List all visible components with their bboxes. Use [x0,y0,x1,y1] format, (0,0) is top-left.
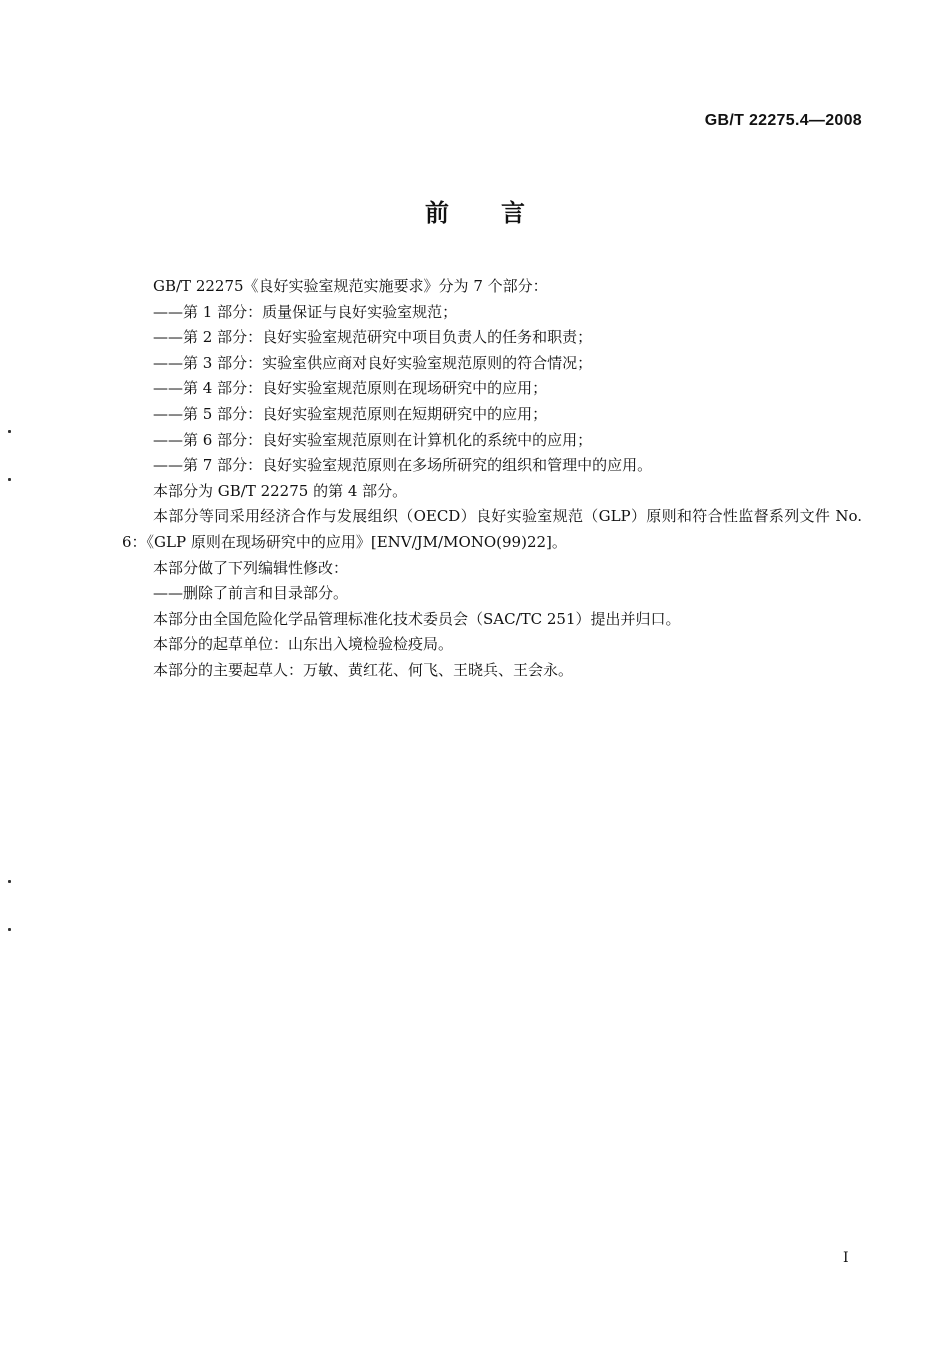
scan-speck [8,880,11,883]
paragraph-proposer: 本部分由全国危险化学品管理标准化技术委员会（SAC/TC 251）提出并归口。 [153,609,681,628]
scan-speck [8,928,11,931]
standard-number: GB/T 22275.4—2008 [704,112,862,129]
paragraph-drafting-unit: 本部分的起草单位：山东出入境检验检疫局。 [153,635,454,654]
list-item-part-3: ——第 3 部分：实验室供应商对良好实验室规范原则的符合情况； [153,353,593,372]
list-item-edit: ——删除了前言和目录部分。 [153,584,349,603]
list-item-part-4: ——第 4 部分：良好实验室规范原则在现场研究中的应用； [153,379,548,398]
paragraph-this-part: 本部分为 GB/T 22275 的第 4 部分。 [153,481,408,500]
paragraph-intro: GB/T 22275《良好实验室规范实施要求》分为 7 个部分： [153,277,548,295]
list-item-part-5: ——第 5 部分：良好实验室规范原则在短期研究中的应用； [153,404,548,423]
list-item-part-1: ——第 1 部分：质量保证与良好实验室规范； [153,302,458,321]
list-item-part-2: ——第 2 部分：良好实验室规范研究中项目负责人的任务和职责； [153,328,593,347]
paragraph-edits: 本部分做了下列编辑性修改： [153,558,349,577]
scan-speck [8,478,11,481]
paragraph-drafters: 本部分的主要起草人：万敏、黄红花、何飞、王晓兵、王会永。 [153,660,574,679]
foreword-body [122,274,862,684]
page-number: I [843,1250,849,1266]
list-item-part-7: ——第 7 部分：良好实验室规范原则在多场所研究的组织和管理中的应用。 [153,456,653,475]
list-item-part-6: ——第 6 部分：良好实验室规范原则在计算机化的系统中的应用； [153,430,593,449]
scan-speck [8,430,11,433]
page-title: 前言 [425,199,577,227]
paragraph-equivalence: 本部分等同采用经济合作与发展组织（OECD）良好实验室规范（GLP）原则和符合性监督系列文件 No. 6：《GLP 原则在现场研究中的应用》[ENV/JM/MONO(99)22]。 [122,507,862,551]
